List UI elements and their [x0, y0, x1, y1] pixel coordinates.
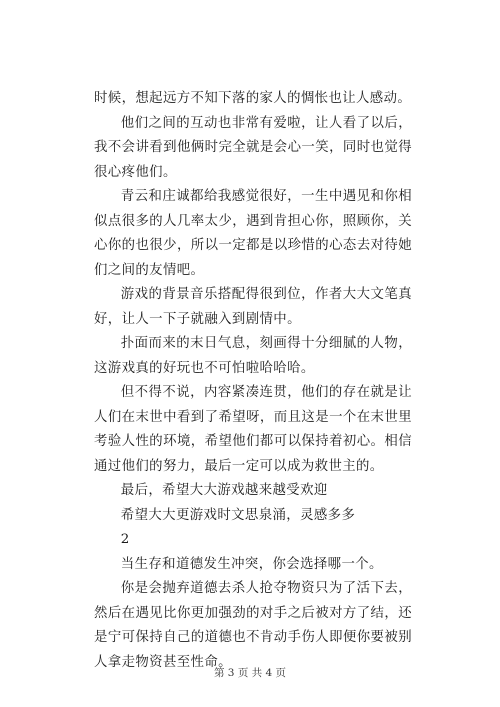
- paragraph-10: 当生存和道德发生冲突，你会选择哪一个。: [120, 556, 383, 572]
- paragraph-11: 你是会抛弃道德去杀人抢夺物资只为了活下去，然后在遇见比你更加强劲的对手之后被对方了结，还是宁可保持自己的道德也不肯动手伤人即便你要被别人拿走物资甚至性命。: [94, 581, 412, 670]
- section-number: 2: [120, 532, 130, 547]
- paragraph-6: 但不得不说，内容紧凑连贯，他们的存在就是让人们在末世中看到了希望呀，而且这是一个在末世里考验人性的环境，希望他们都可以保持着初心。相信通过他们的努力，最后一定可以成为救世主的。: [94, 385, 412, 474]
- paragraph-8: 希望大大更游戏时文思泉涌，灵感多多: [120, 507, 356, 523]
- paragraph-4: 游戏的背景音乐搭配得很到位，作者大大文笔真好，让人一下子就融入到剧情中。: [94, 287, 412, 327]
- paragraph-1: 时候，想起远方不知下落的家人的惆怅也让人感动。: [94, 91, 412, 106]
- page-footer: 第 3 页 共 4 页: [213, 667, 287, 679]
- document-body: [94, 87, 412, 675]
- paragraph-5: 扑面而来的末日气息，刻画得十分细腻的人物，这游戏真的好玩也不可怕啦哈哈哈。: [94, 336, 412, 376]
- paragraph-3: 青云和庄诚都给我感觉很好，一生中遇见和你相似点很多的人几率太少，遇到肯担心你，照顾你，关心你的也很少，所以一定都是以珍惜的心态去对待她们之间的友情吧。: [94, 189, 412, 278]
- paragraph-2: 他们之间的互动也非常有爱啦，让人看了以后，我不会讲看到他俩时完全就是会心一笑，同时也觉得很心疼他们。: [94, 115, 412, 180]
- paragraph-7: 最后，希望大大游戏越来越受欢迎: [120, 483, 328, 498]
